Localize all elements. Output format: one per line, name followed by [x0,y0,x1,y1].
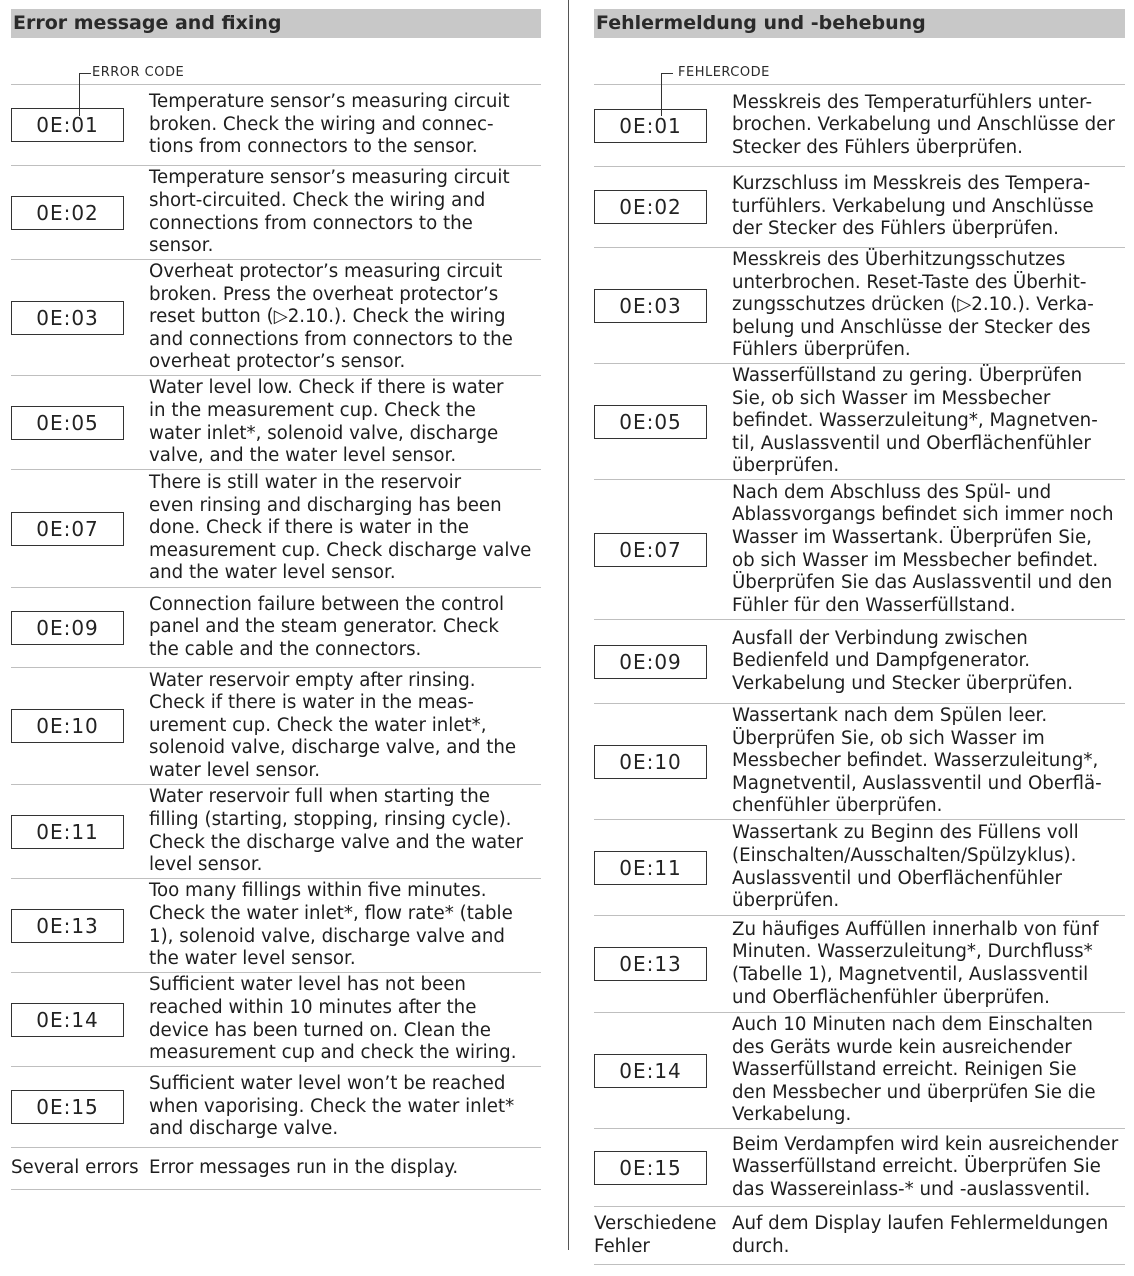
error-description: Overheat protector’s measuring circuit broken. Press the overheat protector’s reset button (▷2.10.). Check the wiring and connections from connectors to the overheat protector’s sensor. [149,261,513,373]
error-code-label: ERROR CODE [92,65,185,80]
error-description: Wassertank nach dem Spülen leer. Überprüfen Sie, ob sich Wasser im Messbecher befindet. Wasserzuleitung*, Magnetventil, Auslassventil und Oberflä- chenfühler überprüfen. [732,705,1102,817]
error-description: Ausfall der Verbindung zwischen Bedienfeld und Dampfgenerator. Verkabelung und Stecker überprüfen. [732,627,1073,694]
error-row [11,166,541,260]
error-description: Temperature sensor’s measuring circuit short-circuited. Check the wiring and connections from connectors to the sensor. [149,167,510,257]
error-description: Water level low. Check if there is water in the measurement cup. Check the water inlet*, solenoid valve, discharge valve, and the water level sensor. [149,377,504,467]
error-description: Wasserfüllstand zu gering. Überprüfen Sie, ob sich Wasser im Messbecher befindet. Wasserzuleitung*, Magnetven- til, Auslassventil und Oberflächenfühler überprüfen. [732,365,1098,477]
error-row [594,1129,1125,1207]
error-row [11,85,541,166]
error-description: Auch 10 Minuten nach dem Einschalten des Geräts wurde kein ausreichender Wasserfüllstand erreicht. Reinigen Sie den Messbecher und überprüfen Sie die Verkabelung. [732,1014,1096,1126]
error-code: 0E:10 [594,745,707,779]
error-row [11,1067,541,1148]
error-code: 0E:11 [594,851,707,885]
error-description: Messkreis des Temperaturfühlers unter- brochen. Verkabelung und Anschlüsse der Stecker des Fühlers überprüfen. [732,91,1115,158]
error-code-label: FEHLERCODE [678,65,770,80]
error-row [11,260,541,376]
error-code: 0E:02 [11,196,124,230]
error-code: 0E:01 [11,108,124,142]
error-description: Messkreis des Überhitzungsschutzes unterbrochen. Reset-Taste des Überhit- zungsschutzes drücken (▷2.10.). Verka- belung und Anschlüsse der Stecker des Fühlers überprüfen. [732,249,1094,361]
several-errors-description: Error messages run in the display. [149,1157,459,1179]
several-errors-row [594,1207,1125,1265]
english-column [11,9,541,1190]
error-code: 0E:14 [594,1054,707,1088]
error-code: 0E:05 [594,405,707,439]
error-row [11,588,541,668]
error-description: Sufficient water level won’t be reached when vaporising. Check the water inlet* and discharge valve. [149,1073,515,1140]
error-row [594,364,1125,480]
error-code: 0E:11 [11,815,124,849]
error-description: There is still water in the reservoir even rinsing and discharging has been done. Check if there is water in the measurement cup. Check discharge valve and the water level sensor. [149,472,532,584]
error-code: 0E:15 [11,1090,124,1124]
column-divider [568,0,569,1250]
error-code: 0E:15 [594,1151,707,1185]
several-errors-label: Verschiedene Fehler [594,1212,717,1257]
leader-line [661,73,673,74]
error-code: 0E:01 [594,109,707,143]
error-code: 0E:03 [11,301,124,335]
error-row [594,820,1125,916]
error-row [594,480,1125,620]
error-row [11,879,541,973]
error-row [594,1013,1125,1129]
error-description: Kurzschluss im Messkreis des Tempera- turfühlers. Verkabelung und Anschlüsse der Stecker des Fühlers überprüfen. [732,173,1094,240]
error-row [11,973,541,1067]
leader-line [79,73,91,74]
error-code-label-area [594,38,1125,85]
error-row [594,620,1125,704]
error-code: 0E:03 [594,289,707,323]
error-description: Wassertank zu Beginn des Füllens voll (Einschalten/Ausschalten/Spülzyklus). Auslassventil und Oberflächenfühler überprüfen. [732,822,1079,912]
error-code: 0E:10 [11,709,124,743]
error-row [11,668,541,785]
error-row [11,470,541,588]
error-description: Zu häufiges Auffüllen innerhalb von fünf Minuten. Wasserzuleitung*, Durchfluss* (Tabelle 1), Magnetventil, Auslassventil und Oberflächenfühler überprüfen. [732,918,1099,1008]
several-errors-description: Auf dem Display laufen Fehlermeldungen durch. [732,1212,1109,1257]
error-description: Water reservoir full when starting the filling (starting, stopping, rinsing cycle). Check the discharge valve and the water level sensor. [149,786,523,876]
error-row [594,248,1125,364]
error-code: 0E:05 [11,406,124,440]
error-row [594,167,1125,248]
error-code: 0E:13 [11,909,124,943]
error-description: Beim Verdampfen wird kein ausreichender Wasserfüllstand erreicht. Überprüfen Sie das Wassereinlass-* und -auslassventil. [732,1133,1119,1200]
error-code: 0E:09 [11,611,124,645]
error-row [11,376,541,470]
error-description: Sufficient water level has not been reached within 10 minutes after the device has been turned on. Clean the measurement cup and check the wiring. [149,974,517,1064]
error-description: Connection failure between the control panel and the steam generator. Check the cable and the connectors. [149,593,505,660]
error-code: 0E:14 [11,1003,124,1037]
error-description: Temperature sensor’s measuring circuit broken. Check the wiring and connec- tions from connectors to the sensor. [149,91,510,158]
error-description: Water reservoir empty after rinsing. Check if there is water in the meas- urement cup. Check the water inlet*, solenoid valve, discharge valve, and the water level sensor. [149,669,517,781]
error-code: 0E:07 [11,512,124,546]
section-heading: Fehlermeldung und -behebung [594,9,1125,38]
error-code-label-area [11,38,541,85]
error-description: Nach dem Abschluss des Spül- und Ablassvorgangs befindet sich immer noch Wasser im Wassertank. Überprüfen Sie, ob sich Wasser im Messbecher befindet. Überprüfen Sie das Auslassventil und den Fühler für den Wasserfüllstand. [732,481,1114,616]
error-description: Too many fillings within five minutes. Check the water inlet*, flow rate* (table 1), solenoid valve, discharge valve and the water level sensor. [149,880,513,970]
error-row [594,916,1125,1013]
error-code: 0E:07 [594,533,707,567]
error-row [594,85,1125,167]
error-code: 0E:09 [594,645,707,679]
error-code: 0E:02 [594,190,707,224]
several-errors-label: Several errors [11,1157,139,1179]
several-errors-row [11,1148,541,1190]
section-heading: Error message and fixing [11,9,541,38]
error-row [11,785,541,879]
german-column [594,9,1125,1265]
error-code: 0E:13 [594,947,707,981]
error-row [594,704,1125,820]
